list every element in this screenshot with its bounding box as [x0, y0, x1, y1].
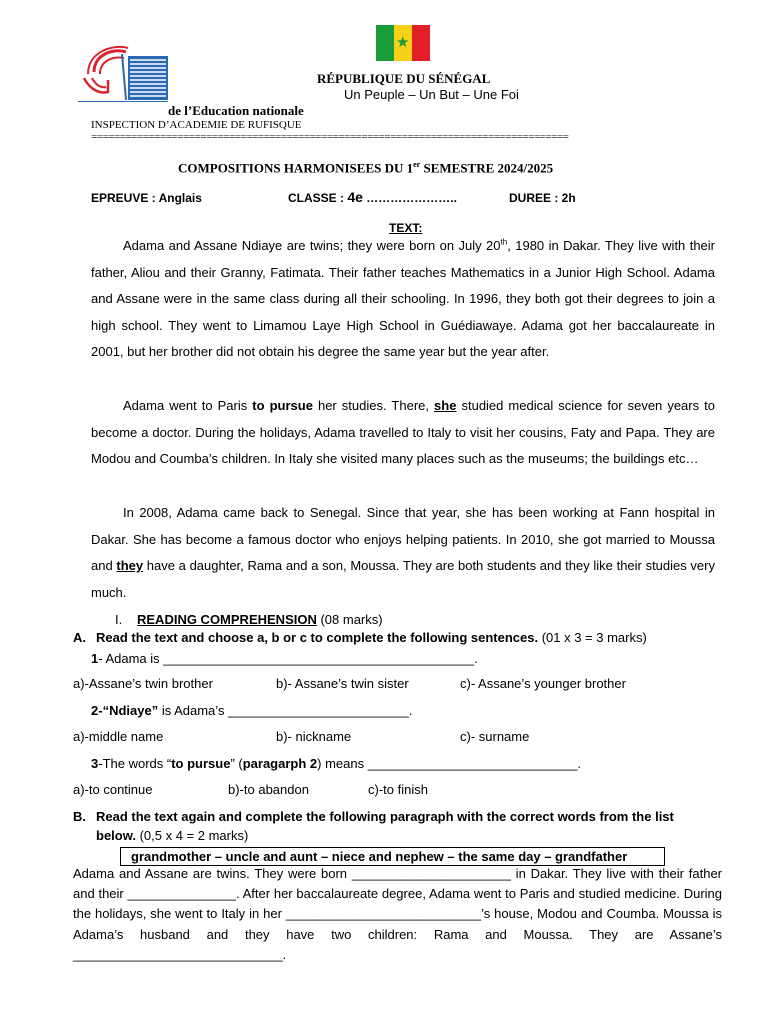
- q2-option-a: a)-middle name: [73, 729, 164, 744]
- text-paragraph-2: Adama went to Paris to pursue her studies. There, she studied medical science for seven years to become a doctor. During the holidays, Adama travelled to Italy to visit her cousins, Faty and Papa. They are Modou and Coumba’s children. In Italy she visited many places such as the museums; the buildings etc…: [91, 398, 715, 467]
- q3-option-c: c)-to finish: [368, 782, 428, 797]
- word-list-box: grandmother – uncle and aunt – niece and nephew – the same day – grandfather: [120, 847, 665, 866]
- text-paragraph-3: In 2008, Adama came back to Senegal. Since that year, she has been working at Fann hospital in Dakar. She has become a famous doctor who enjoys helping patients. In 2010, she got married to Moussa and they have a daughter, Rama and a son, Moussa. They are both students and they like their studies very much.: [91, 505, 715, 600]
- q3-option-b: b)-to abandon: [228, 782, 309, 797]
- part-a-letter: A.: [73, 630, 86, 645]
- q2-option-b: b)- nickname: [276, 729, 352, 744]
- part-b-instruction-1: Read the text again and complete the following paragraph with the correct words from the list: [96, 809, 674, 824]
- star-icon: ★: [396, 33, 410, 51]
- q1-option-b: b)- Assane’s twin sister: [276, 676, 409, 691]
- question-2: 2-“Ndiaye” is Adama’s _________________________.: [91, 703, 413, 718]
- class-label: CLASSE : 4e …………………..: [288, 189, 457, 205]
- question-3: 3-The words “to pursue” (paragarph 2) means _____________________________.: [91, 756, 581, 771]
- fill-in-paragraph: Adama and Assane are twins. They were born ______________________ in Dakar. They live with their father and their _______________. After her baccalaureate degree, Adama went to Paris and studied medicine. During the holidays, she went to Italy in her ___________________________’s house, Modou and Coumba. Moussa is Adama’s husband and they have two children: Rama and Moussa. They are Assane’s _____________________________.: [73, 866, 722, 962]
- republic-title: RÉPUBLIQUE DU SÉNÉGAL: [317, 71, 491, 86]
- q3-option-a: a)-to continue: [73, 782, 153, 797]
- part-b-instruction-2: below. (0,5 x 4 = 2 marks): [96, 828, 249, 843]
- duration-label: DUREE : 2h: [509, 191, 576, 205]
- q1-option-a: a)-Assane’s twin brother: [73, 676, 213, 691]
- inspection-name: INSPECTION D’ACADEMIE DE RUFISQUE: [91, 119, 302, 131]
- section-1-heading: READING COMPREHENSION (08 marks): [137, 612, 383, 627]
- subject-label: EPREUVE : Anglais: [91, 191, 202, 205]
- ministry-name: de l’Education nationale: [168, 103, 304, 118]
- separator-line: ===================================================================================: [91, 131, 569, 143]
- q2-option-c: c)- surname: [460, 729, 530, 744]
- question-1: 1- Adama is ___________________________________________.: [91, 651, 478, 666]
- republic-motto: Un Peuple – Un But – Une Foi: [344, 87, 519, 102]
- text-paragraph-1: Adama and Assane Ndiaye are twins; they were born on July 20th, 1980 in Dakar. They live with their father, Aliou and their Granny, Fatimata. Their father teaches Mathematics in a Junior High School. Adama and Assane were in the same class during all their schooling. In 1996, they both got their degrees to join a high school. They went to Limamou Laye High School in Guédiawaye. Adama got her baccalaureate in 2001, but her brother did not obtain his degree the same year but the year after.: [91, 237, 715, 360]
- text-title: TEXT:: [389, 221, 423, 235]
- senegal-flag: [376, 25, 430, 61]
- ministry-logo: [78, 44, 170, 102]
- part-b-letter: B.: [73, 809, 86, 824]
- section-1-number: I.: [115, 612, 123, 627]
- part-a-instruction: Read the text and choose a, b or c to complete the following sentences. (01 x 3 = 3 marks): [96, 630, 647, 645]
- exam-title: COMPOSITIONS HARMONISEES DU 1er SEMESTRE 2024/2025: [178, 160, 554, 176]
- q1-option-c: c)- Assane’s younger brother: [460, 676, 626, 691]
